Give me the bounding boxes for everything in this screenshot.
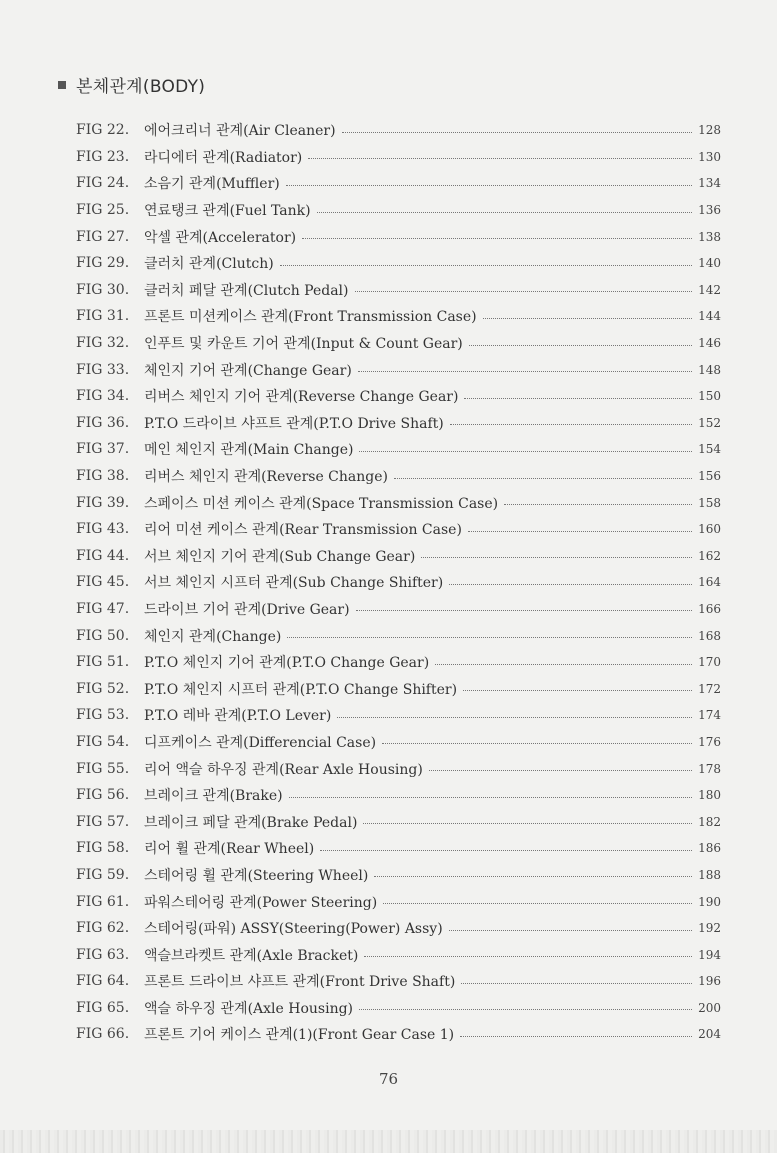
figure-number: FIG 37. [76, 441, 130, 458]
figure-number: FIG 59. [76, 866, 130, 883]
entry-page-number: 138 [698, 229, 721, 244]
entry-title: 소음기 관계(Muffler) [144, 176, 280, 193]
figure-number: FIG 23. [76, 148, 130, 165]
figure-number: FIG 25. [76, 202, 130, 219]
dot-leader [355, 291, 693, 292]
toc-entry [76, 144, 721, 171]
entry-title: 브레이크 페달 관계(Brake Pedal) [144, 814, 358, 831]
dot-leader [363, 823, 692, 824]
figure-number: FIG 34. [76, 388, 130, 405]
entry-title: P.T.O 체인지 기어 관계(P.T.O Change Gear) [144, 655, 430, 672]
entry-page-number: 182 [698, 814, 721, 829]
entry-title: 액슬 하우징 관계(Axle Housing) [144, 1000, 354, 1017]
entry-page-number: 186 [698, 841, 721, 856]
figure-number: FIG 58. [76, 840, 130, 857]
entry-page-number: 134 [698, 176, 721, 191]
figure-number: FIG 24. [76, 175, 130, 192]
entry-page-number: 162 [698, 548, 721, 563]
toc-entry [76, 410, 721, 437]
figure-number: FIG 57. [76, 813, 130, 830]
toc-entry [76, 675, 721, 702]
entry-title: 브레이크 관계(Brake) [144, 788, 283, 805]
entry-title: 인푸트 및 카운트 기어 관계(Input & Count Gear) [144, 336, 463, 353]
entry-title: 클러치 관계(Clutch) [144, 256, 274, 273]
dot-leader [449, 930, 692, 931]
figure-number: FIG 50. [76, 627, 130, 644]
toc-entry [76, 1021, 721, 1048]
figure-number: FIG 30. [76, 281, 130, 298]
dot-leader [358, 371, 692, 372]
figure-number: FIG 22. [76, 122, 130, 139]
toc-entry [76, 250, 721, 277]
dot-leader [429, 770, 692, 771]
figure-number: FIG 54. [76, 733, 130, 750]
entry-page-number: 136 [698, 203, 721, 218]
entry-page-number: 194 [698, 947, 721, 962]
figure-number: FIG 45. [76, 574, 130, 591]
toc-entry [76, 808, 721, 835]
entry-page-number: 152 [698, 415, 721, 430]
dot-leader [337, 717, 692, 718]
entry-page-number: 192 [698, 921, 721, 936]
dot-leader [463, 690, 692, 691]
toc-entry [76, 995, 721, 1022]
section-header [58, 72, 205, 97]
figure-number: FIG 55. [76, 760, 130, 777]
figure-number: FIG 36. [76, 414, 130, 431]
dot-leader [383, 903, 692, 904]
entry-title: 리버스 체인지 관계(Reverse Change) [144, 469, 388, 486]
dot-leader [421, 557, 692, 558]
figure-number: FIG 38. [76, 468, 130, 485]
entry-page-number: 154 [698, 442, 721, 457]
toc-entry [76, 463, 721, 490]
toc-entry [76, 117, 721, 144]
entry-page-number: 204 [698, 1027, 721, 1042]
figure-number: FIG 43. [76, 521, 130, 538]
dot-leader [359, 451, 692, 452]
toc-entry [76, 862, 721, 889]
dot-leader [308, 158, 692, 159]
entry-title: 파워스테어링 관계(Power Steering) [144, 894, 378, 911]
table-of-contents [76, 117, 721, 1048]
dot-leader [469, 345, 692, 346]
figure-number: FIG 61. [76, 893, 130, 910]
figure-number: FIG 65. [76, 999, 130, 1016]
figure-number: FIG 33. [76, 361, 130, 378]
entry-title: P.T.O 드라이브 샤프트 관계(P.T.O Drive Shaft) [144, 415, 444, 432]
entry-page-number: 168 [698, 628, 721, 643]
entry-page-number: 180 [698, 788, 721, 803]
dot-leader [460, 1036, 692, 1037]
entry-title: 리어 휠 관계(Rear Wheel) [144, 841, 315, 858]
toc-entry [76, 543, 721, 570]
entry-page-number: 200 [698, 1000, 721, 1015]
entry-title: 체인지 기어 관계(Change Gear) [144, 362, 352, 379]
toc-entry [76, 596, 721, 623]
entry-page-number: 144 [698, 309, 721, 324]
entry-page-number: 156 [698, 469, 721, 484]
dot-leader [464, 398, 692, 399]
entry-page-number: 150 [698, 389, 721, 404]
entry-page-number: 178 [698, 761, 721, 776]
entry-page-number: 176 [698, 734, 721, 749]
figure-number: FIG 39. [76, 494, 130, 511]
entry-title: 리어 미션 케이스 관계(Rear Transmission Case) [144, 522, 462, 539]
figure-number: FIG 47. [76, 600, 130, 617]
page-number: 76 [378, 1070, 399, 1088]
entry-title: 스테어링 휠 관계(Steering Wheel) [144, 867, 369, 884]
figure-number: FIG 31. [76, 308, 130, 325]
dot-leader [359, 1009, 692, 1010]
dot-leader [280, 265, 692, 266]
toc-entry [76, 223, 721, 250]
dot-leader [461, 983, 692, 984]
entry-page-number: 174 [698, 708, 721, 723]
toc-entry [76, 941, 721, 968]
entry-title: 프론트 기어 케이스 관계(1)(Front Gear Case 1) [144, 1027, 455, 1044]
entry-page-number: 196 [698, 974, 721, 989]
dot-leader [320, 850, 692, 851]
dot-leader [450, 424, 692, 425]
entry-title: 메인 체인지 관계(Main Change) [144, 442, 354, 459]
figure-number: FIG 62. [76, 920, 130, 937]
dot-leader [504, 504, 692, 505]
figure-number: FIG 32. [76, 335, 130, 352]
toc-entry [76, 835, 721, 862]
entry-title: 스페이스 미션 케이스 관계(Space Transmission Case) [144, 495, 499, 512]
toc-entry [76, 915, 721, 942]
entry-title: 연료탱크 관계(Fuel Tank) [144, 203, 311, 220]
toc-entry [76, 622, 721, 649]
entry-page-number: 148 [698, 362, 721, 377]
dot-leader [374, 876, 692, 877]
figure-number: FIG 29. [76, 255, 130, 272]
entry-title: 에어크리너 관계(Air Cleaner) [144, 123, 336, 140]
entry-title: 서브 체인지 기어 관계(Sub Change Gear) [144, 548, 416, 565]
entry-page-number: 146 [698, 336, 721, 351]
figure-number: FIG 52. [76, 680, 130, 697]
entry-title: P.T.O 체인지 시프터 관계(P.T.O Change Shifter) [144, 681, 458, 698]
toc-entry [76, 356, 721, 383]
dot-leader [364, 956, 692, 957]
dot-leader [483, 318, 693, 319]
dot-leader [435, 664, 692, 665]
entry-page-number: 190 [698, 894, 721, 909]
section-title: 본체관계(BODY) [76, 77, 206, 97]
entry-page-number: 172 [698, 681, 721, 696]
toc-entry [76, 197, 721, 224]
figure-number: FIG 63. [76, 946, 130, 963]
toc-entry [76, 303, 721, 330]
dot-leader [286, 185, 692, 186]
dot-leader [394, 478, 692, 479]
entry-title: 스테어링(파워) ASSY(Steering(Power) Assy) [144, 921, 443, 938]
dot-leader [287, 637, 692, 638]
entry-page-number: 170 [698, 655, 721, 670]
entry-page-number: 142 [698, 282, 721, 297]
entry-title: 프론트 드라이브 샤프트 관계(Front Drive Shaft) [144, 974, 456, 991]
entry-title: 디프케이스 관계(Differencial Case) [144, 734, 377, 751]
toc-entry [76, 888, 721, 915]
dot-leader [449, 584, 692, 585]
entry-title: 액슬브라켓트 관계(Axle Bracket) [144, 947, 359, 964]
square-bullet-icon [58, 81, 66, 89]
toc-entry [76, 702, 721, 729]
entry-title: 체인지 관계(Change) [144, 628, 282, 645]
entry-title: 드라이브 기어 관계(Drive Gear) [144, 601, 350, 618]
toc-entry [76, 516, 721, 543]
scan-edge-artifact [0, 1130, 777, 1153]
entry-page-number: 166 [698, 601, 721, 616]
entry-page-number: 188 [698, 867, 721, 882]
toc-entry [76, 170, 721, 197]
entry-title: P.T.O 레바 관계(P.T.O Lever) [144, 708, 332, 725]
figure-number: FIG 53. [76, 707, 130, 724]
entry-title: 라디에터 관계(Radiator) [144, 149, 303, 166]
toc-entry [76, 277, 721, 304]
entry-title: 악셀 관계(Accelerator) [144, 229, 297, 246]
toc-entry [76, 649, 721, 676]
figure-number: FIG 56. [76, 787, 130, 804]
entry-page-number: 140 [698, 256, 721, 271]
entry-title: 클러치 페달 관계(Clutch Pedal) [144, 282, 349, 299]
figure-number: FIG 27. [76, 228, 130, 245]
toc-entry [76, 569, 721, 596]
figure-number: FIG 44. [76, 547, 130, 564]
entry-title: 리버스 체인지 기어 관계(Reverse Change Gear) [144, 389, 459, 406]
toc-entry [76, 968, 721, 995]
figure-number: FIG 66. [76, 1026, 130, 1043]
entry-page-number: 158 [698, 495, 721, 510]
toc-entry [76, 782, 721, 809]
toc-entry [76, 729, 721, 756]
dot-leader [317, 212, 693, 213]
entry-page-number: 130 [698, 149, 721, 164]
toc-entry [76, 383, 721, 410]
dot-leader [468, 531, 692, 532]
entry-title: 프론트 미션케이스 관계(Front Transmission Case) [144, 309, 477, 326]
toc-entry [76, 330, 721, 357]
entry-page-number: 164 [698, 575, 721, 590]
entry-page-number: 160 [698, 522, 721, 537]
figure-number: FIG 64. [76, 973, 130, 990]
entry-page-number: 128 [698, 123, 721, 138]
entry-title: 리어 액슬 하우징 관계(Rear Axle Housing) [144, 761, 423, 778]
entry-title: 서브 체인지 시프터 관계(Sub Change Shifter) [144, 575, 444, 592]
dot-leader [289, 797, 692, 798]
dot-leader [302, 238, 692, 239]
toc-entry [76, 489, 721, 516]
figure-number: FIG 51. [76, 654, 130, 671]
toc-entry [76, 755, 721, 782]
dot-leader [342, 132, 693, 133]
toc-entry [76, 436, 721, 463]
dot-leader [356, 610, 693, 611]
dot-leader [382, 743, 692, 744]
